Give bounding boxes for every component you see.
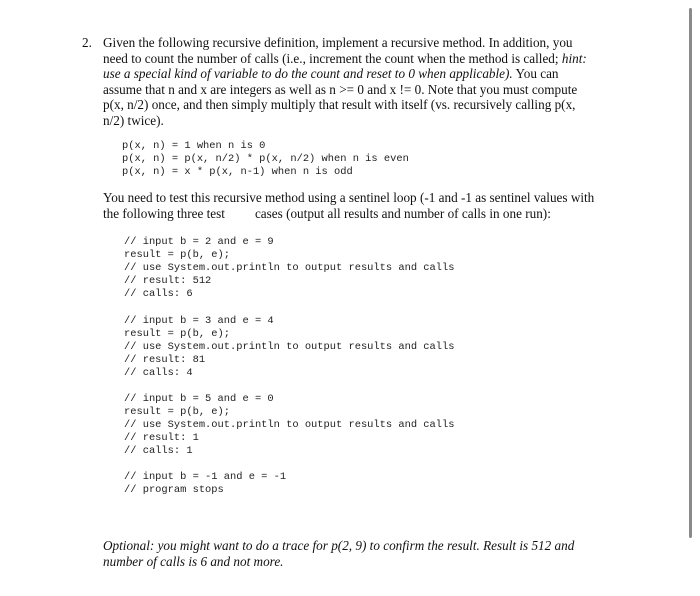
code-line: // input b = 2 and e = 9 — [124, 236, 274, 248]
question-text — [103, 35, 593, 129]
test-case-1 — [124, 236, 454, 301]
code-line: result = p(b, e); — [124, 328, 231, 340]
code-line: // calls: 6 — [124, 288, 193, 300]
question-intro: Given the following recursive definition, implement a recursive method. In addition, you need to count the number of calls (i.e., increment the count when the method is called; — [103, 35, 573, 66]
code-line: // use System.out.println to output results and calls — [124, 419, 455, 431]
test-instructions — [103, 190, 603, 221]
definition-line-base: p(x, n) = 1 when n is 0 — [122, 140, 266, 152]
code-line: // calls: 1 — [124, 445, 193, 457]
code-line: result = p(b, e); — [124, 249, 231, 261]
code-line: // input b = 3 and e = 4 — [124, 315, 274, 327]
vertical-scrollbar[interactable] — [689, 8, 692, 538]
test-case-2 — [124, 315, 454, 380]
question-rest: You can assume that n and x are integers as well as n >= 0 and x != 0. Note that you must compute p(x, n/2) once, and then simply multiply that result with itself (vs. recursively calling p(x, n/2) twice). — [103, 66, 578, 128]
test-instructions-part2: cases (output all results and number of calls in one run): — [254, 205, 551, 221]
question-number: 2. — [82, 35, 92, 50]
code-line: // result: 1 — [124, 432, 199, 444]
code-line: // calls: 4 — [124, 367, 193, 379]
question-hint: hint: use a special kind of variable to do the count and reset to 0 when applicable). — [103, 50, 587, 82]
optional-note: Optional: you might want to do a trace for p(2, 9) to confirm the result. Result is 512 and number of calls is 6 and not more. — [103, 538, 575, 569]
code-line: // result: 512 — [124, 275, 212, 287]
test-case-sentinel — [124, 471, 286, 497]
code-line: // program stops — [124, 484, 224, 496]
code-line: // input b = -1 and e = -1 — [124, 471, 287, 483]
definition-line-odd: p(x, n) = x * p(x, n-1) when n is odd — [122, 166, 353, 178]
recursive-definition — [122, 140, 409, 179]
code-line: // use System.out.println to output results and calls — [124, 341, 455, 353]
definition-line-even: p(x, n) = p(x, n/2) * p(x, n/2) when n is even — [122, 153, 409, 165]
test-instructions-part1: You need to test this recursive method using a sentinel loop (-1 and -1 as sentinel values with the following three test — [103, 190, 595, 221]
code-line: result = p(b, e); — [124, 406, 231, 418]
test-case-3 — [124, 393, 454, 458]
code-line: // input b = 5 and e = 0 — [124, 393, 274, 405]
code-line: // result: 81 — [124, 354, 206, 366]
code-line: // use System.out.println to output results and calls — [124, 262, 455, 274]
